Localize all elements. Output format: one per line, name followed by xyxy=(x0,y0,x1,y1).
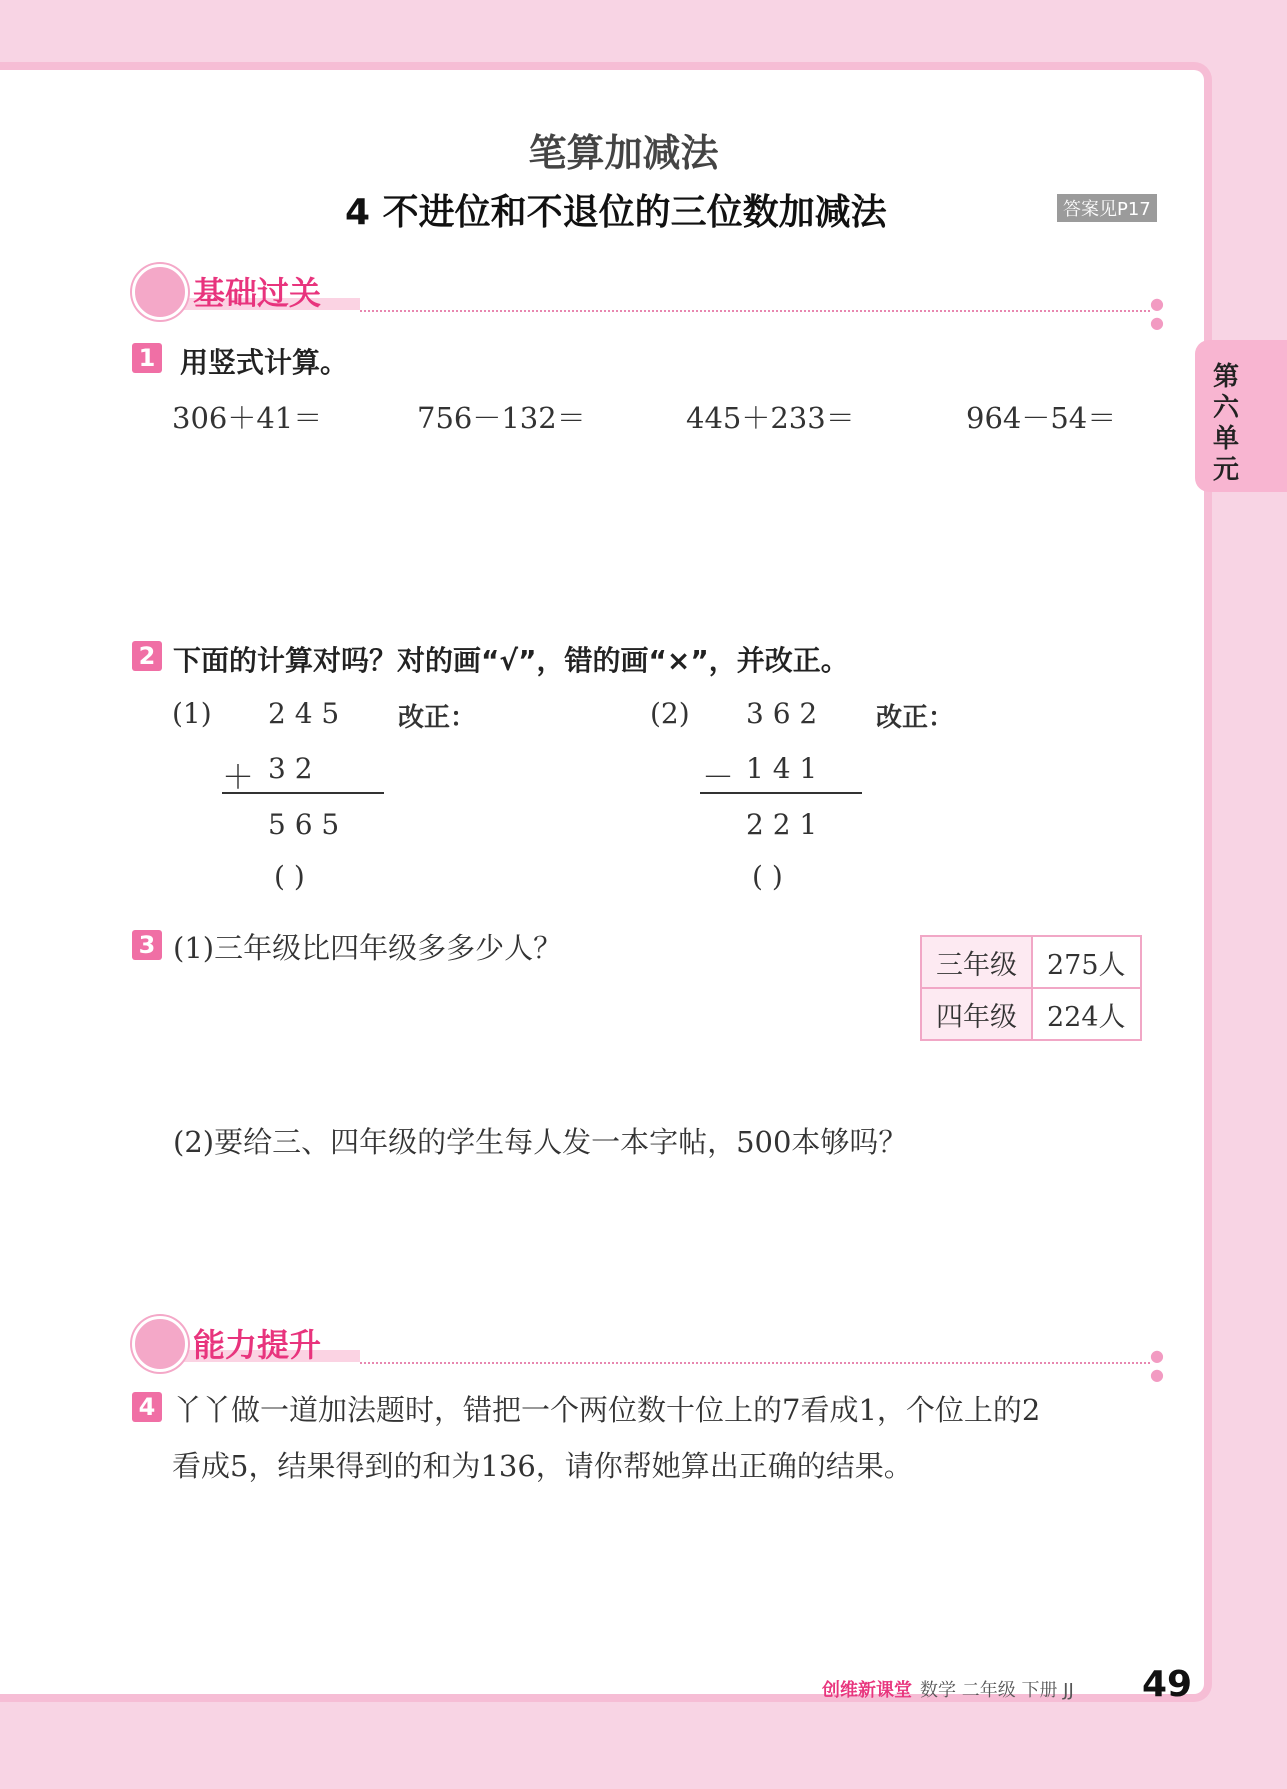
lesson-title: 4 不进位和不退位的三位数加减法 xyxy=(345,192,887,233)
vertical-top-number: 2 4 5 xyxy=(268,697,340,730)
question-text: 下面的计算对吗？对的画“√”，错的画“×”，并改正。 xyxy=(173,644,849,677)
girl-avatar-icon xyxy=(132,264,188,320)
item-label: (2) xyxy=(650,697,690,730)
question-number: 1 xyxy=(132,343,162,373)
equation-3: 445＋233＝ xyxy=(686,401,855,435)
question-number: 4 xyxy=(132,1392,162,1422)
judge-parentheses[interactable]: ( ) xyxy=(752,860,783,893)
table-row xyxy=(921,936,1141,988)
question-number: 2 xyxy=(132,641,162,671)
answer-reference-badge: 答案见P17 xyxy=(1057,194,1157,222)
equation-1: 306＋41＝ xyxy=(172,401,323,435)
question-text-line-2: 看成5，结果得到的和为136，请你帮她算出正确的结果。 xyxy=(172,1449,913,1483)
item-label: (1) xyxy=(172,697,212,730)
vertical-top-number: 3 6 2 xyxy=(746,697,818,730)
equation-4: 964－54＝ xyxy=(966,401,1117,435)
footer-info: 数学 二年级 下册 JJ xyxy=(920,1680,1074,1701)
judge-parentheses[interactable]: ( ) xyxy=(274,860,305,893)
vertical-second-number: 1 4 1 xyxy=(746,752,818,785)
table-cell-grade: 四年级 xyxy=(921,988,1032,1040)
grade-count-table xyxy=(920,935,1142,1041)
unit-side-tab-label: 第六单元 xyxy=(1213,362,1240,485)
fix-label: 改正： xyxy=(398,703,477,733)
equation-2: 756－132＝ xyxy=(417,401,586,435)
question-text-line-1: 丫丫做一道加法题时，错把一个两位数十位上的7看成1，个位上的2 xyxy=(173,1393,1041,1427)
page-number: 49 xyxy=(1142,1664,1193,1705)
fix-label: 改正： xyxy=(876,703,955,733)
minus-operator: － xyxy=(702,758,735,796)
chapter-title: 笔算加减法 xyxy=(528,131,719,175)
girl-avatar-icon xyxy=(132,1316,188,1372)
unit-side-tab xyxy=(1195,340,1287,492)
subquestion-1: (1)三年级比四年级多多少人？ xyxy=(173,931,563,965)
section-title-advanced: 能力提升 xyxy=(193,1326,322,1364)
table-cell-grade: 三年级 xyxy=(921,936,1032,988)
question-text: 用竖式计算。 xyxy=(180,346,349,379)
subquestion-2: (2)要给三、四年级的学生每人发一本字帖，500本够吗？ xyxy=(173,1125,908,1159)
vertical-second-number: 3 2 xyxy=(268,752,313,785)
section-title-basic: 基础过关 xyxy=(193,274,322,312)
question-number: 3 xyxy=(132,930,162,960)
table-cell-count: 275人 xyxy=(1032,936,1141,988)
table-row xyxy=(921,988,1141,1040)
vertical-result: 5 6 5 xyxy=(268,808,340,841)
vertical-rule xyxy=(222,792,384,794)
plus-operator: ＋ xyxy=(222,758,255,796)
footer-brand: 创维新课堂 xyxy=(822,1680,912,1701)
decor-dots-icon: ● ● xyxy=(1150,294,1164,332)
section-divider xyxy=(360,1362,1150,1364)
vertical-result: 2 2 1 xyxy=(746,808,818,841)
section-divider xyxy=(360,310,1150,312)
table-cell-count: 224人 xyxy=(1032,988,1141,1040)
decor-dots-icon: ● ● xyxy=(1150,1346,1164,1384)
vertical-rule xyxy=(700,792,862,794)
